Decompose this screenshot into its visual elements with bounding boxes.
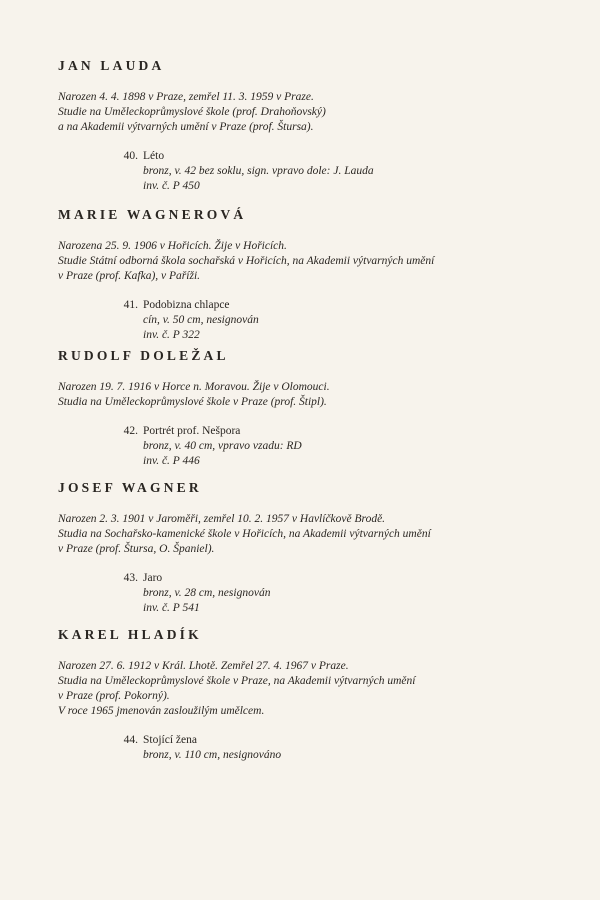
artist-bio (58, 90, 558, 135)
artwork-entry (58, 298, 558, 343)
bio-line: Studie Státní odborná škola sochařská v Hořicích, na Akademii výtvarných umění (58, 255, 435, 267)
artist-entry (58, 348, 558, 469)
bio-line: Studia na Sochařsko-kamenické škole v Hořicích, na Akademii výtvarných umění (58, 528, 431, 540)
bio-line: Narozena 25. 9. 1906 v Hořicích. Žije v Hořicích. (58, 240, 287, 252)
artwork-title: Léto (143, 150, 165, 162)
artwork-title: Jaro (143, 572, 163, 584)
artist-name: KAREL HLADÍK (58, 627, 202, 642)
artwork-title: Portrét prof. Nešpora (143, 425, 241, 437)
artwork-number: 42. (123, 425, 138, 437)
artwork-inventory: inv. č. P 446 (143, 455, 200, 467)
bio-line: Narozen 19. 7. 1916 v Horce n. Moravou. Žije v Olomouci. (58, 381, 330, 393)
artwork-title: Podobizna chlapce (143, 299, 230, 311)
bio-line: v Praze (prof. Pokorný). (58, 690, 170, 702)
artwork-detail: bronz, v. 42 bez soklu, sign. vpravo dole: J. Lauda (143, 165, 374, 177)
bio-line: Studie na Uměleckoprůmyslové škole (prof. Drahoňovský) (58, 106, 326, 118)
artist-bio (58, 659, 558, 719)
artwork-inventory: inv. č. P 541 (143, 602, 200, 614)
artist-name: JOSEF WAGNER (58, 480, 202, 495)
artist-bio (58, 239, 558, 284)
bio-line: Studia na Uměleckoprůmyslové škole v Praze, na Akademii výtvarných umění (58, 675, 416, 687)
artist-name: JAN LAUDA (58, 58, 165, 73)
artist-name: RUDOLF DOLEŽAL (58, 348, 229, 363)
artwork-number: 40. (123, 150, 138, 162)
bio-line: Narozen 4. 4. 1898 v Praze, zemřel 11. 3. 1959 v Praze. (58, 91, 314, 103)
bio-line: Narozen 2. 3. 1901 v Jaroměři, zemřel 10. 2. 1957 v Havlíčkově Brodě. (58, 513, 386, 525)
bio-line: a na Akademii výtvarných umění v Praze (prof. Štursa). (58, 121, 314, 133)
bio-line: v Praze (prof. Kafka), v Paříži. (58, 270, 201, 282)
artist-name: MARIE WAGNEROVÁ (58, 207, 247, 222)
artist-entry (58, 207, 558, 343)
artwork-number: 41. (123, 299, 138, 311)
artwork-entry (58, 424, 558, 469)
artist-entry (58, 627, 558, 763)
artist-entry (58, 480, 558, 616)
artwork-detail: bronz, v. 110 cm, nesignováno (143, 749, 282, 761)
artwork-entry (58, 571, 558, 616)
bio-line: v Praze (prof. Štursa, O. Španiel). (58, 543, 215, 555)
artist-bio (58, 512, 558, 557)
artwork-inventory: inv. č. P 450 (143, 180, 200, 192)
artwork-inventory: inv. č. P 322 (143, 329, 200, 341)
artwork-title: Stojící žena (143, 734, 197, 746)
artwork-entry (58, 149, 558, 194)
bio-line: V roce 1965 jmenován zasloužilým umělcem. (58, 705, 265, 717)
artwork-entry (58, 733, 558, 763)
bio-line: Studia na Uměleckoprůmyslové škole v Praze (prof. Štipl). (58, 396, 327, 408)
artwork-detail: bronz, v. 28 cm, nesignován (143, 587, 271, 599)
artist-bio (58, 380, 558, 410)
artwork-number: 43. (123, 572, 138, 584)
artist-entry (58, 58, 558, 194)
bio-line: Narozen 27. 6. 1912 v Král. Lhotě. Zemřel 27. 4. 1967 v Praze. (58, 660, 349, 672)
artwork-detail: cín, v. 50 cm, nesignován (143, 314, 259, 326)
artwork-detail: bronz, v. 40 cm, vpravo vzadu: RD (143, 440, 302, 452)
artwork-number: 44. (123, 734, 138, 746)
